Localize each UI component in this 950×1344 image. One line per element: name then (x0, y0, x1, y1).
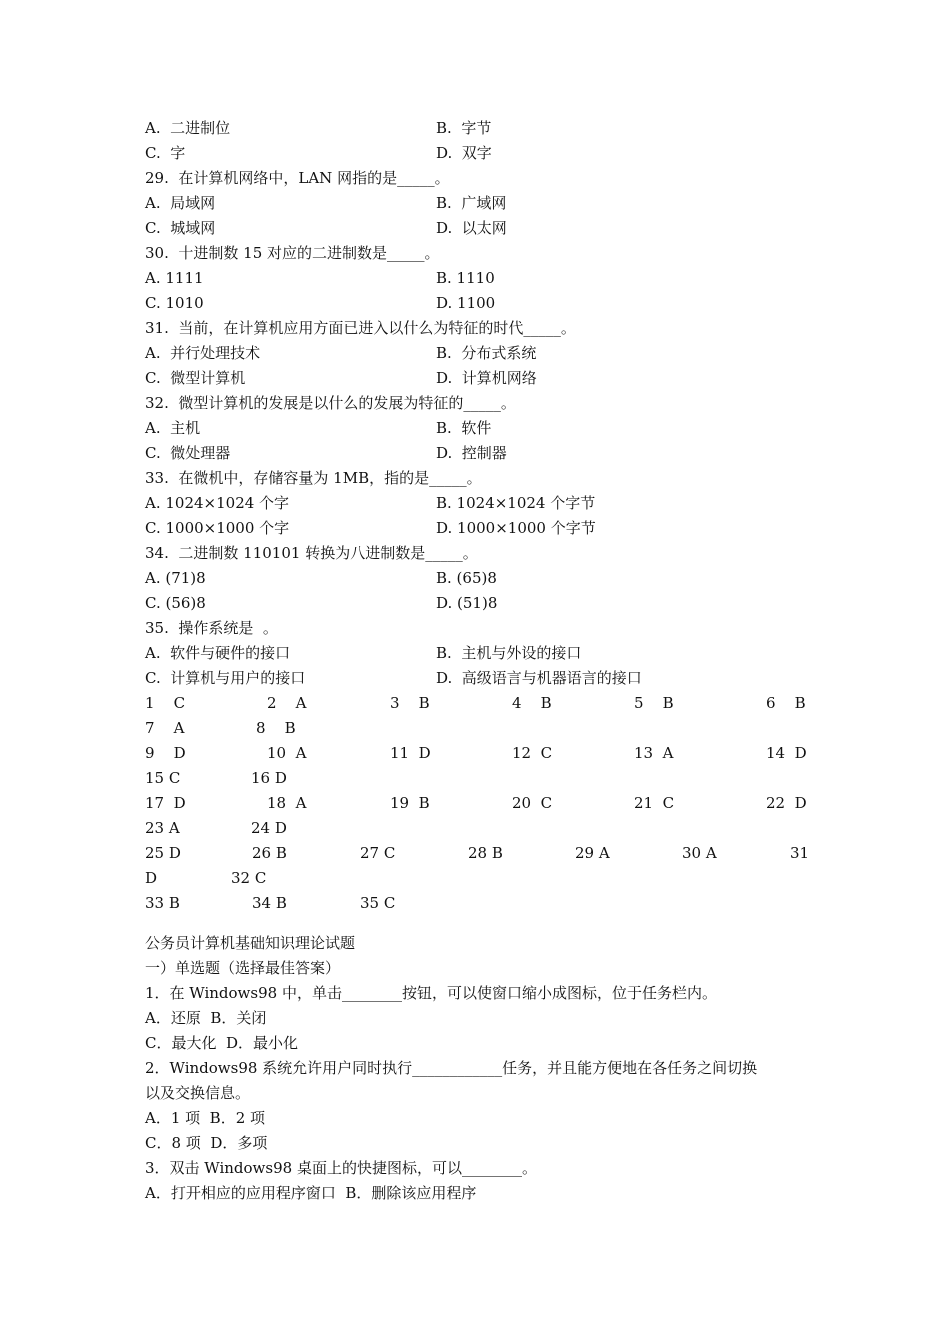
option-left: A. (71)8 (145, 569, 206, 587)
option-right: D. 1000×1000 个字节 (436, 519, 596, 537)
option-left: A. 二进制位 (145, 119, 231, 137)
option-left: A. 局域网 (145, 194, 216, 212)
answer-key-cell: 35 C (360, 894, 396, 912)
answer-key-cell: 9 D (145, 744, 186, 762)
answer-key-cell: 2 A (267, 694, 307, 712)
option-right: D. 1100 (436, 294, 496, 312)
answer-key-cell: 31 (790, 844, 810, 862)
option-right: B. 字节 (436, 119, 492, 137)
answer-key-cell: 12 C (512, 744, 553, 762)
option-right: B. 分布式系统 (436, 344, 537, 362)
question-text: 32. 微型计算机的发展是以什么的发展为特征的_____。 (145, 394, 516, 412)
option-left: C. 字 (145, 144, 186, 162)
question-text: 35. 操作系统是 。 (145, 619, 278, 637)
question-line: C．8 项 D．多项 (145, 1134, 268, 1152)
answer-key-cell: 26 B (252, 844, 287, 862)
question-line: C．最大化 D．最小化 (145, 1034, 299, 1052)
question-line: 1．在 Windows98 中，单击________按钮，可以使窗口缩小成图标，位于任务栏内。 (145, 984, 717, 1002)
option-right: D. 高级语言与机器语言的接口 (436, 669, 642, 687)
option-right: D. 控制器 (436, 444, 507, 462)
answer-key-cell: D (145, 869, 158, 887)
option-right: B. (65)8 (436, 569, 497, 587)
answer-key-cell: 20 C (512, 794, 553, 812)
option-left: A. 1024×1024 个字 (145, 494, 290, 512)
option-left: C. 计算机与用户的接口 (145, 669, 306, 687)
question-text: 30. 十进制数 15 对应的二进制数是_____。 (145, 244, 440, 262)
option-left: C. (56)8 (145, 594, 206, 612)
answer-key-cell: 14 D (766, 744, 807, 762)
answer-key-cell: 1 C (145, 694, 186, 712)
answer-key-cell: 25 D (145, 844, 181, 862)
option-left: C. 城域网 (145, 219, 216, 237)
answer-key-cell: 23 A (145, 819, 180, 837)
option-left: A. 1111 (145, 269, 204, 287)
answer-key-cell: 33 B (145, 894, 180, 912)
question-line: A．还原 B．关闭 (145, 1009, 267, 1027)
question-text: 34. 二进制数 110101 转换为八进制数是_____。 (145, 544, 478, 562)
section-subtitle: 一）单选题（选择最佳答案） (145, 959, 341, 977)
answer-key-cell: 5 B (634, 694, 674, 712)
option-left: C. 微型计算机 (145, 369, 246, 387)
answer-key-cell: 7 A (145, 719, 185, 737)
answer-key-cell: 28 B (468, 844, 503, 862)
answer-key-cell: 10 A (267, 744, 307, 762)
option-left: C. 1000×1000 个字 (145, 519, 290, 537)
option-right: D. 计算机网络 (436, 369, 537, 387)
option-right: B. 主机与外设的接口 (436, 644, 582, 662)
option-right: B. 1024×1024 个字节 (436, 494, 596, 512)
answer-key-cell: 19 B (390, 794, 430, 812)
answer-key-cell: 17 D (145, 794, 186, 812)
answer-key-cell: 4 B (512, 694, 552, 712)
option-left: C. 1010 (145, 294, 204, 312)
question-text: 33. 在微机中，存储容量为 1MB，指的是_____。 (145, 469, 482, 487)
question-line: A．1 项 B．2 项 (145, 1109, 266, 1127)
answer-key-cell: 21 C (634, 794, 675, 812)
answer-key-cell: 8 B (256, 719, 296, 737)
answer-key-cell: 18 A (267, 794, 307, 812)
option-right: D. 以太网 (436, 219, 507, 237)
section-title: 公务员计算机基础知识理论试题 (145, 934, 356, 952)
option-left: A. 并行处理技术 (145, 344, 261, 362)
option-left: C. 微处理器 (145, 444, 231, 462)
answer-key-cell: 3 B (390, 694, 430, 712)
option-right: D. 双字 (436, 144, 492, 162)
option-left: A. 软件与硬件的接口 (145, 644, 291, 662)
answer-key-cell: 32 C (231, 869, 267, 887)
answer-key-cell: 16 D (251, 769, 287, 787)
answer-key-cell: 13 A (634, 744, 674, 762)
answer-key-cell: 34 B (252, 894, 287, 912)
option-right: B. 1110 (436, 269, 495, 287)
answer-key-cell: 24 D (251, 819, 287, 837)
option-right: D. (51)8 (436, 594, 498, 612)
question-line: 2．Windows98 系统允许用户同时执行____________任务，并且能方便地在各任务之间切换 (145, 1059, 758, 1077)
question-text: 29. 在计算机网络中，LAN 网指的是_____。 (145, 169, 450, 187)
question-line: 3．双击 Windows98 桌面上的快捷图标，可以________。 (145, 1159, 537, 1177)
option-left: A. 主机 (145, 419, 201, 437)
answer-key-cell: 11 D (390, 744, 431, 762)
question-text: 31. 当前，在计算机应用方面已进入以什么为特征的时代_____。 (145, 319, 576, 337)
answer-key-cell: 27 C (360, 844, 396, 862)
answer-key-cell: 15 C (145, 769, 181, 787)
question-line: A．打开相应的应用程序窗口 B．删除该应用程序 (145, 1184, 477, 1202)
option-right: B. 广域网 (436, 194, 507, 212)
answer-key-cell: 22 D (766, 794, 807, 812)
answer-key-cell: 30 A (682, 844, 717, 862)
option-right: B. 软件 (436, 419, 492, 437)
answer-key-cell: 29 A (575, 844, 610, 862)
answer-key-cell: 6 B (766, 694, 806, 712)
question-line: 以及交换信息。 (145, 1084, 251, 1102)
